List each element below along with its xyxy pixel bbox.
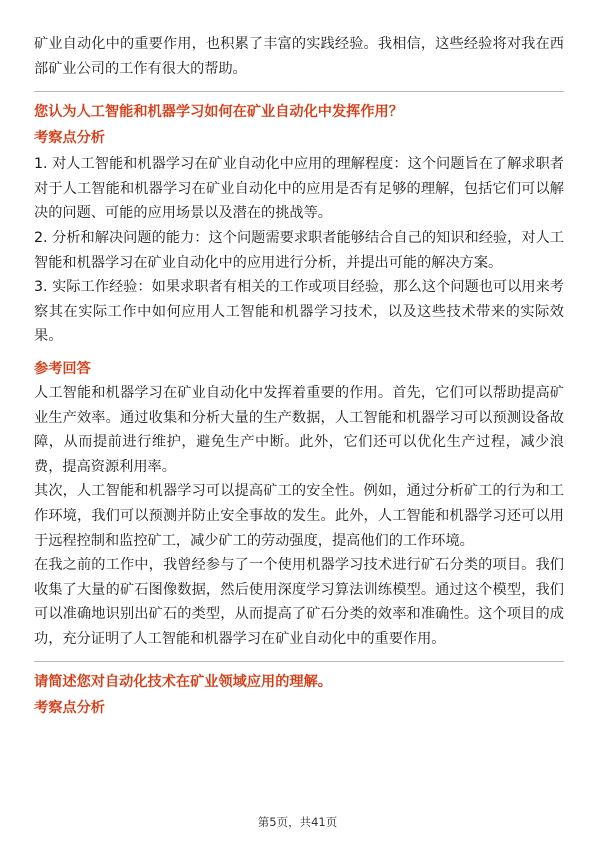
question-title: 请简述您对自动化技术在矿业领域应用的理解。 [34,674,332,691]
answer-heading: 参考回答 [34,360,91,377]
analysis-heading: 考察点分析 [34,700,105,717]
page-content [34,32,564,720]
page-number: 第5页，共41页 [257,815,338,829]
answer-paragraph: 其次，人工智能和机器学习可以提高矿工的安全性。例如，通过分析矿工的行为和工作环境，我们可以预测并防止安全事故的发生。此外，人工智能和机器学习还可以用于远程控制和监控矿工，减少矿工的劳动强度，提高他们的工作环境。 [34,483,564,549]
answer-paragraph: 在我之前的工作中，我曾经参与了一个使用机器学习技术进行矿石分类的项目。我们收集了大量的矿石图像数据，然后使用深度学习算法训练模型。通过这个模型，我们可以准确地识别出矿石的类型，从而提高了矿石分类的效率和准确性。这个项目的成功，充分证明了人工智能和机器学习在矿业自动化中的重要作用。 [34,557,564,647]
section-divider [34,91,564,92]
intro-paragraph: 矿业自动化中的重要作用，也积累了丰富的实践经验。我相信，这些经验将对我在西部矿业公司的工作有很大的帮助。 [34,36,564,77]
analysis-item: 2. 分析和解决问题的能力：这个问题需要求职者能够结合自己的知识和经验，对人工智能和机器学习在矿业自动化中的应用进行分析，并提出可能的解决方案。 [34,229,564,271]
analysis-heading: 考察点分析 [34,130,105,147]
answer-paragraph: 人工智能和机器学习在矿业自动化中发挥着重要的作用。首先，它们可以帮助提高矿业生产效率。通过收集和分析大量的生产数据，人工智能和机器学习可以预测设备故障，从而提前进行维护，避免生产中断。此外，它们还可以优化生产过程，减少浪费，提高资源利用率。 [34,384,564,475]
analysis-item: 3. 实际工作经验：如果求职者有相关的工作或项目经验，那么这个问题也可以用来考察其在实际工作中如何应用人工智能和机器学习技术，以及这些技术带来的实际效果。 [34,279,564,345]
question-title: 您认为人工智能和机器学习如何在矿业自动化中发挥作用？ [34,104,403,121]
analysis-item: 1. 对人工智能和机器学习在矿业自动化中应用的理解程度：这个问题旨在了解求职者对于人工智能和机器学习在矿业自动化中的应用是否有足够的理解，包括它们可以解决的问题、可能的应用场景以及潜在的挑战等。 [34,156,564,222]
section-divider [34,661,564,662]
